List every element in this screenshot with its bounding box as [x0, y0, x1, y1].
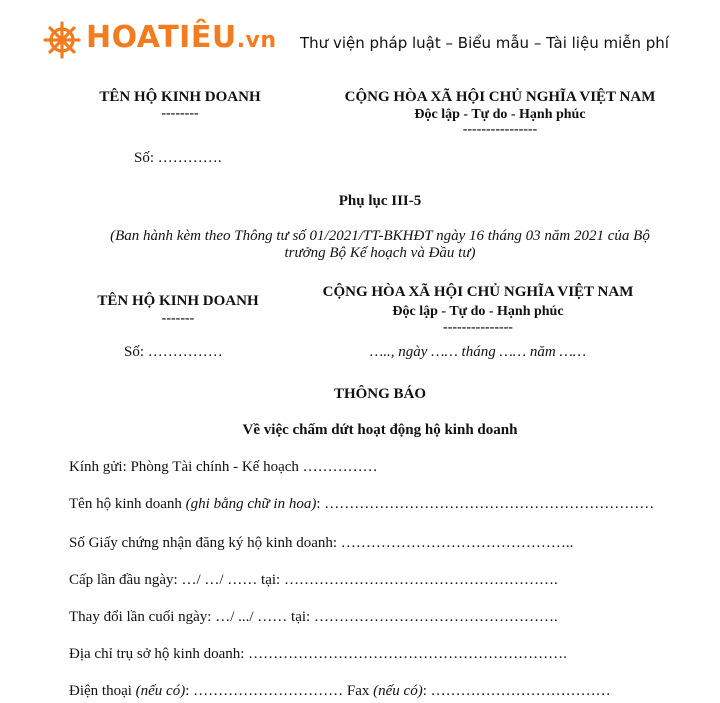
- national-motto: Độc lập - Tự do - Hạnh phúc: [414, 107, 586, 122]
- logo-text: [86, 18, 277, 61]
- contact-field: [69, 683, 611, 700]
- national-title: CỘNG HÒA XÃ HỘI CHỦ NGHĨA VIỆT NAM: [344, 89, 656, 105]
- site-logo[interactable]: [42, 18, 277, 61]
- notice-title: THÔNG BÁO: [333, 386, 427, 402]
- logo-main: HOATIÊU: [86, 20, 237, 55]
- site-tagline: Thư viện pháp luật – Biểu mẫu – Tài liệu miễn phí: [300, 34, 669, 52]
- appendix-title: Phụ lục III-5: [338, 193, 422, 209]
- business-name-hint: (ghi bằng chữ in hoa): [185, 496, 317, 512]
- first-issued-field: Cấp lần đầu ngày: …/ …/ …… tại: ……………………………………………….: [69, 572, 558, 588]
- document-number: Số: ………….: [134, 150, 222, 166]
- certificate-number-field: Số Giấy chứng nhận đăng ký hộ kinh doanh: ………………………………………..: [69, 535, 574, 551]
- logo-tld: .vn: [236, 28, 277, 53]
- business-name-heading-2: TÊN HỘ KINH DOANH: [97, 293, 259, 309]
- heading-divider-2: -------: [161, 311, 195, 326]
- motto-divider: ----------------: [462, 122, 538, 137]
- motto-divider-2: ---------------: [443, 320, 513, 335]
- last-changed-field: Thay đổi lần cuối ngày: …/ .../ …… tại: ………………………………………….: [69, 609, 558, 625]
- notice-subject: Về việc chấm dứt hoạt động hộ kinh doanh: [242, 422, 518, 438]
- business-name-field: [69, 496, 654, 513]
- business-name-blank: : …………………………………………………………: [316, 496, 655, 512]
- issued-note-line1: (Ban hành kèm theo Thông tư số 01/2021/TT-BKHĐT ngày 16 tháng 03 năm 2021 của Bộ: [110, 228, 650, 244]
- recipient-line: Kính gửi: Phòng Tài chính - Kế hoạch ……………: [69, 459, 378, 475]
- heading-divider: --------: [161, 106, 199, 121]
- address-field: Địa chỉ trụ sở hộ kinh doanh: ……………………………………………………….: [69, 646, 567, 662]
- issued-note-line2: trưởng Bộ Kế hoạch và Đầu tư): [284, 245, 476, 261]
- fax-blank: : ………………………………: [422, 683, 611, 699]
- phone-label: Điện thoại: [69, 683, 136, 699]
- phone-blank-fax-label: : ………………………… Fax: [185, 683, 374, 699]
- phone-hint: (nếu có): [135, 683, 186, 699]
- date-line: ….., ngày …… tháng …… năm ……: [369, 344, 587, 360]
- business-name-label: Tên hộ kinh doanh: [69, 496, 186, 512]
- business-name-heading: TÊN HỘ KINH DOANH: [99, 89, 261, 105]
- site-header: [0, 0, 720, 80]
- ship-wheel-icon: [42, 20, 82, 60]
- fax-hint: (nếu có): [373, 683, 423, 699]
- national-title-2: CỘNG HÒA XÃ HỘI CHỦ NGHĨA VIỆT NAM: [322, 284, 634, 300]
- national-motto-2: Độc lập - Tự do - Hạnh phúc: [392, 304, 564, 319]
- document-number-2: Số: ……………: [124, 344, 223, 360]
